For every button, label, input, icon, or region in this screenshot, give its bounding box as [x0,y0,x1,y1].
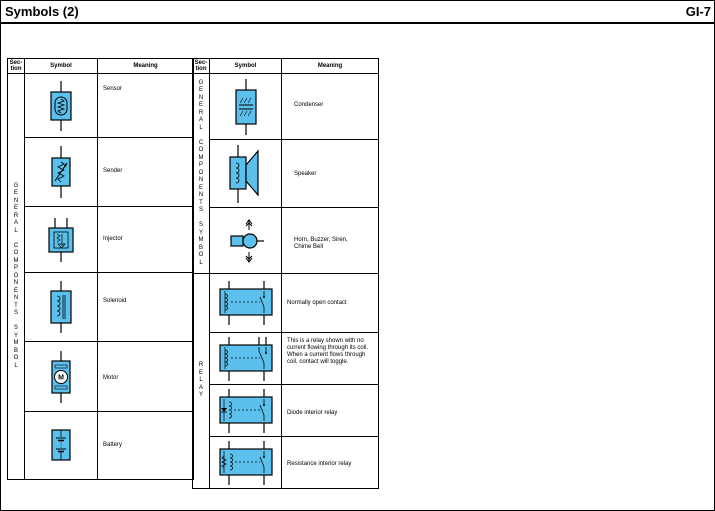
table-row [8,273,194,342]
page-title: Symbols (2) [5,4,79,19]
solenoid-icon [41,281,81,333]
meaning-header: Meaning [98,59,194,74]
meaning-cell: Battery [98,412,194,480]
section-header: Sec- tion [193,59,210,74]
table-row [193,274,379,333]
relay-icon [216,337,276,381]
table-header-row [8,59,194,74]
meaning-cell: Sender [98,138,194,207]
table-row [8,74,194,138]
meaning-cell: Normally open contact [282,274,379,333]
meaning-cell: Condenser [282,74,379,140]
meaning-cell: Diode interior relay [282,385,379,437]
page-number: GI-7 [685,4,711,19]
table-header-row [193,59,379,74]
table-row [193,333,379,385]
symbol-cell [25,342,98,412]
meaning-cell: Horn, Buzzer, Siren, Chime Bell [282,208,379,274]
table-row [193,140,379,208]
table-row [8,412,194,480]
meaning-cell: Speaker [282,140,379,208]
symbol-cell [25,273,98,342]
diode-relay-icon [216,389,276,433]
symbol-cell [25,412,98,480]
symbol-cell [210,385,282,437]
symbol-cell [210,140,282,208]
meaning-cell: Resistance interior relay [282,437,379,489]
symbol-cell [210,208,282,274]
condenser-icon [226,79,266,135]
meaning-header: Meaning [282,59,379,74]
meaning-cell: This is a relay shown with no current flowing through its coil. When a current flows through coil, contact will toggle. [282,333,379,385]
meaning-cell: Injector [98,207,194,273]
symbol-cell [210,437,282,489]
speaker-icon [224,145,268,203]
table-row [193,74,379,140]
section-label: R E L A Y [193,274,210,489]
svg-text:M: M [58,374,64,381]
symbol-cell [25,138,98,207]
injector-icon [41,218,81,262]
symbol-cell [25,207,98,273]
table-row [8,138,194,207]
symbol-cell [25,74,98,138]
meaning-cell: Sensor [98,74,194,138]
section-header: Sec- tion [8,59,25,74]
sender-icon [41,146,81,198]
battery-icon [41,424,81,468]
resistance-relay-icon [216,441,276,485]
meaning-cell: Motor [98,342,194,412]
normally-open-relay-icon [216,281,276,325]
table-row [193,385,379,437]
left-symbol-table [7,58,194,480]
symbol-cell [210,74,282,140]
section-label: G E N E R A L C O M P O N E N T S S Y M B O L [8,74,25,480]
horn-icon [224,216,268,266]
header-rule [0,22,715,24]
right-symbol-table [192,58,379,489]
table-row [8,342,194,412]
motor-icon [41,351,81,403]
symbol-cell [210,274,282,333]
table-row [193,208,379,274]
table-row [193,437,379,489]
symbol-cell [210,333,282,385]
sensor-icon [41,81,81,131]
symbol-header: Symbol [210,59,282,74]
symbol-header: Symbol [25,59,98,74]
section-label: G E N E R A L C O M P O N E N T S S Y M B O L [193,74,210,274]
table-row [8,207,194,273]
meaning-cell: Solenoid [98,273,194,342]
